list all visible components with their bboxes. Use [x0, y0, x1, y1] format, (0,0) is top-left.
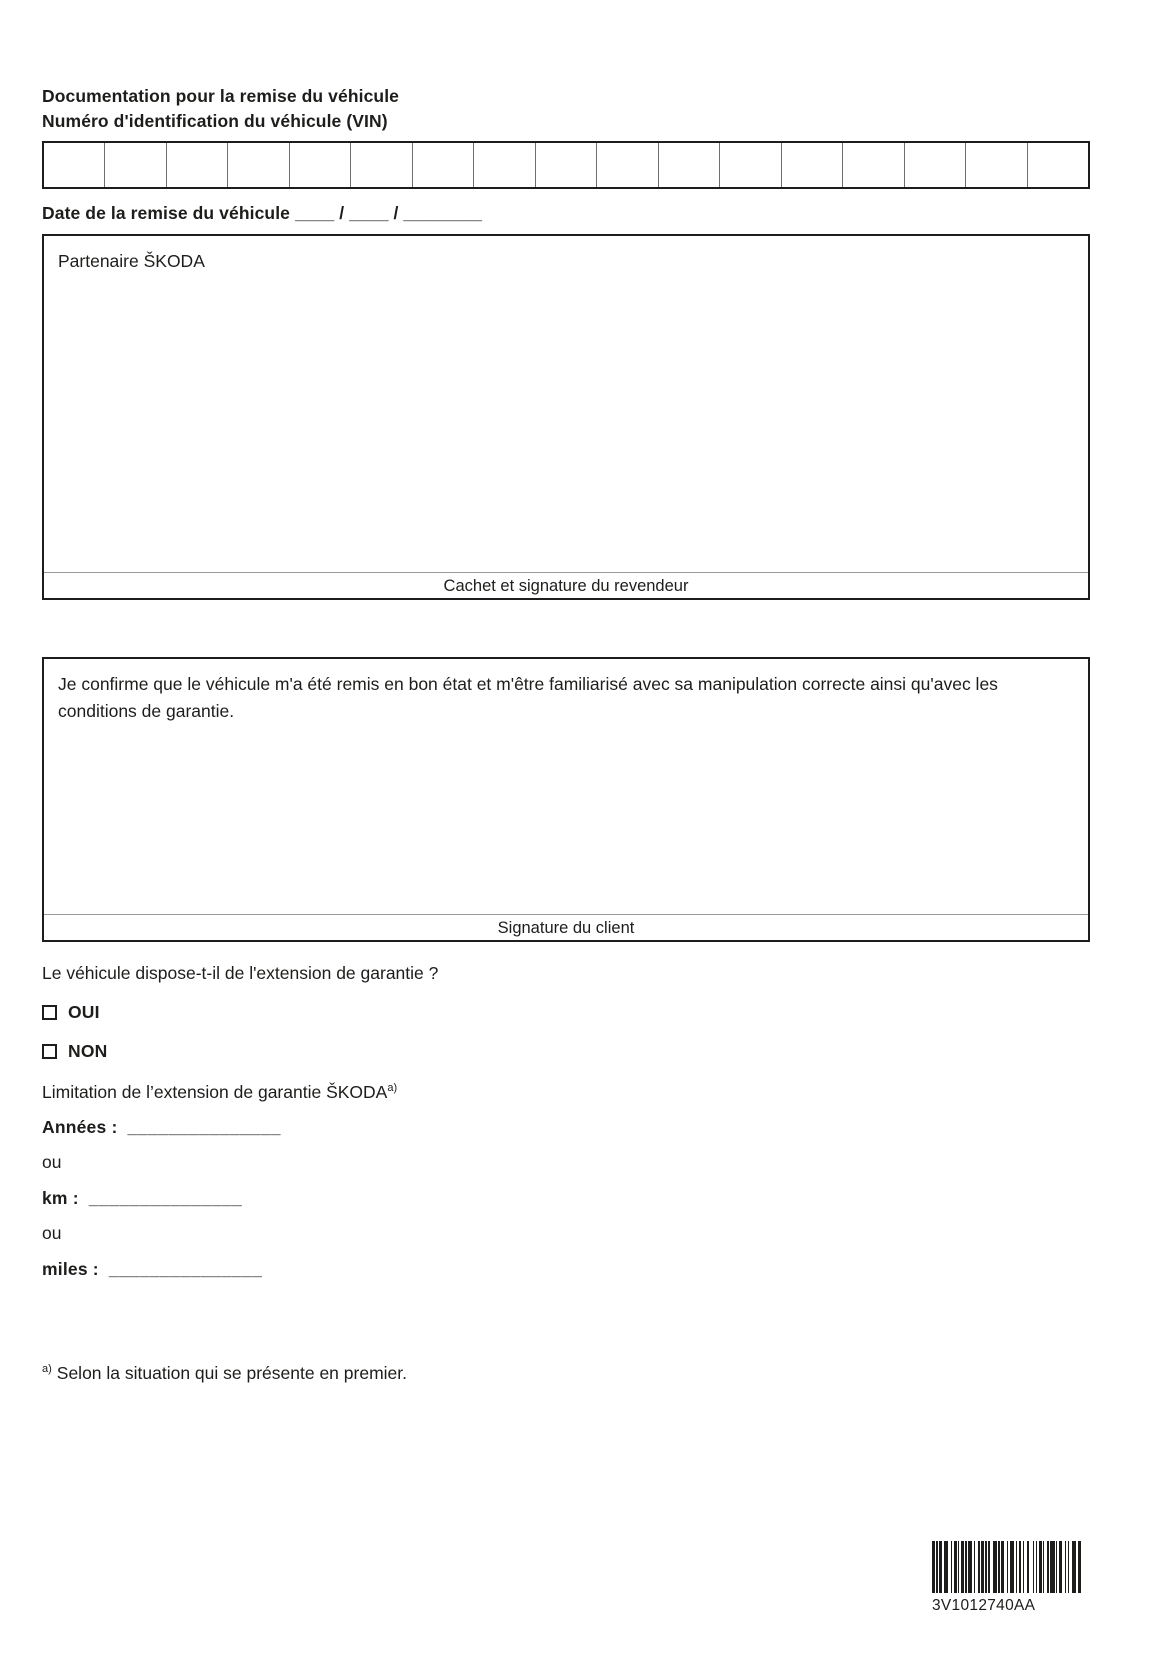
footnote-ref: a) [42, 1363, 52, 1375]
barcode-bar [1078, 1541, 1081, 1593]
customer-box-caption: Signature du client [44, 914, 1088, 940]
title-line-2: Numéro d'identification du véhicule (VIN) [42, 111, 388, 131]
or-label-2: ou [42, 1223, 62, 1243]
field-row-annees [42, 1117, 1090, 1139]
vin-cell[interactable] [1027, 143, 1088, 187]
vin-cell[interactable] [781, 143, 842, 187]
footnote [42, 1363, 1090, 1384]
miles-blank-field[interactable]: _______________ [108, 1259, 263, 1279]
vin-cell[interactable] [289, 143, 350, 187]
vin-cell[interactable] [350, 143, 411, 187]
dealer-stamp-box [42, 234, 1090, 600]
dealer-box-body [44, 236, 1088, 572]
vin-cell[interactable] [658, 143, 719, 187]
customer-signature-box [42, 657, 1090, 942]
or-label-1: ou [42, 1152, 62, 1172]
date-blank-field[interactable]: ____ / ____ / ________ [294, 203, 483, 223]
limitation-label: Limitation de l’extension de garantie ŠKODA [42, 1082, 388, 1102]
vin-cell[interactable] [535, 143, 596, 187]
barcode-block [932, 1541, 1098, 1615]
field-row-miles [42, 1259, 1090, 1281]
barcode-image [932, 1541, 1098, 1593]
annees-label: Années : [42, 1117, 118, 1137]
confirmation-text: Je confirme que le véhicule m'a été remis en bon état et m'être familiarisé avec sa manipulation correcte ainsi qu'avec les conditions de garantie. [58, 674, 998, 721]
vin-cell[interactable] [842, 143, 903, 187]
vin-cell[interactable] [44, 143, 104, 187]
warranty-question: Le véhicule dispose-t-il de l'extension de garantie ? [42, 963, 439, 983]
oui-checkbox[interactable] [42, 1005, 57, 1020]
non-label: NON [68, 1041, 108, 1061]
document-title [42, 84, 1090, 134]
vin-cell[interactable] [104, 143, 165, 187]
date-label: Date de la remise du véhicule [42, 203, 291, 223]
customer-box-body [44, 659, 1088, 914]
date-line [42, 203, 1090, 224]
vin-cell[interactable] [904, 143, 965, 187]
miles-label: miles : [42, 1259, 99, 1279]
field-row-km [42, 1188, 1090, 1210]
limitation-footnote-ref: a) [387, 1082, 398, 1094]
vin-cell[interactable] [473, 143, 534, 187]
partner-label: Partenaire ŠKODA [58, 251, 205, 271]
vin-cell[interactable] [719, 143, 780, 187]
footnote-text: Selon la situation qui se présente en premier. [56, 1363, 407, 1383]
vin-grid [42, 141, 1090, 189]
non-checkbox[interactable] [42, 1044, 57, 1059]
km-blank-field[interactable]: _______________ [88, 1188, 243, 1208]
title-line-1: Documentation pour la remise du véhicule [42, 86, 399, 106]
limitation-line [42, 1082, 1090, 1103]
vin-cell[interactable] [227, 143, 288, 187]
vin-cell[interactable] [965, 143, 1026, 187]
vin-cell[interactable] [166, 143, 227, 187]
dealer-box-caption: Cachet et signature du revendeur [44, 572, 1088, 598]
km-label: km : [42, 1188, 79, 1208]
oui-label: OUI [68, 1002, 100, 1022]
option-row-oui[interactable] [42, 1002, 1090, 1023]
option-row-non[interactable] [42, 1041, 1090, 1062]
barcode-text: 3V1012740AA [932, 1597, 1036, 1614]
document-page [42, 0, 1090, 1384]
vin-cell[interactable] [412, 143, 473, 187]
vin-cell[interactable] [596, 143, 657, 187]
annees-blank-field[interactable]: _______________ [127, 1117, 282, 1137]
